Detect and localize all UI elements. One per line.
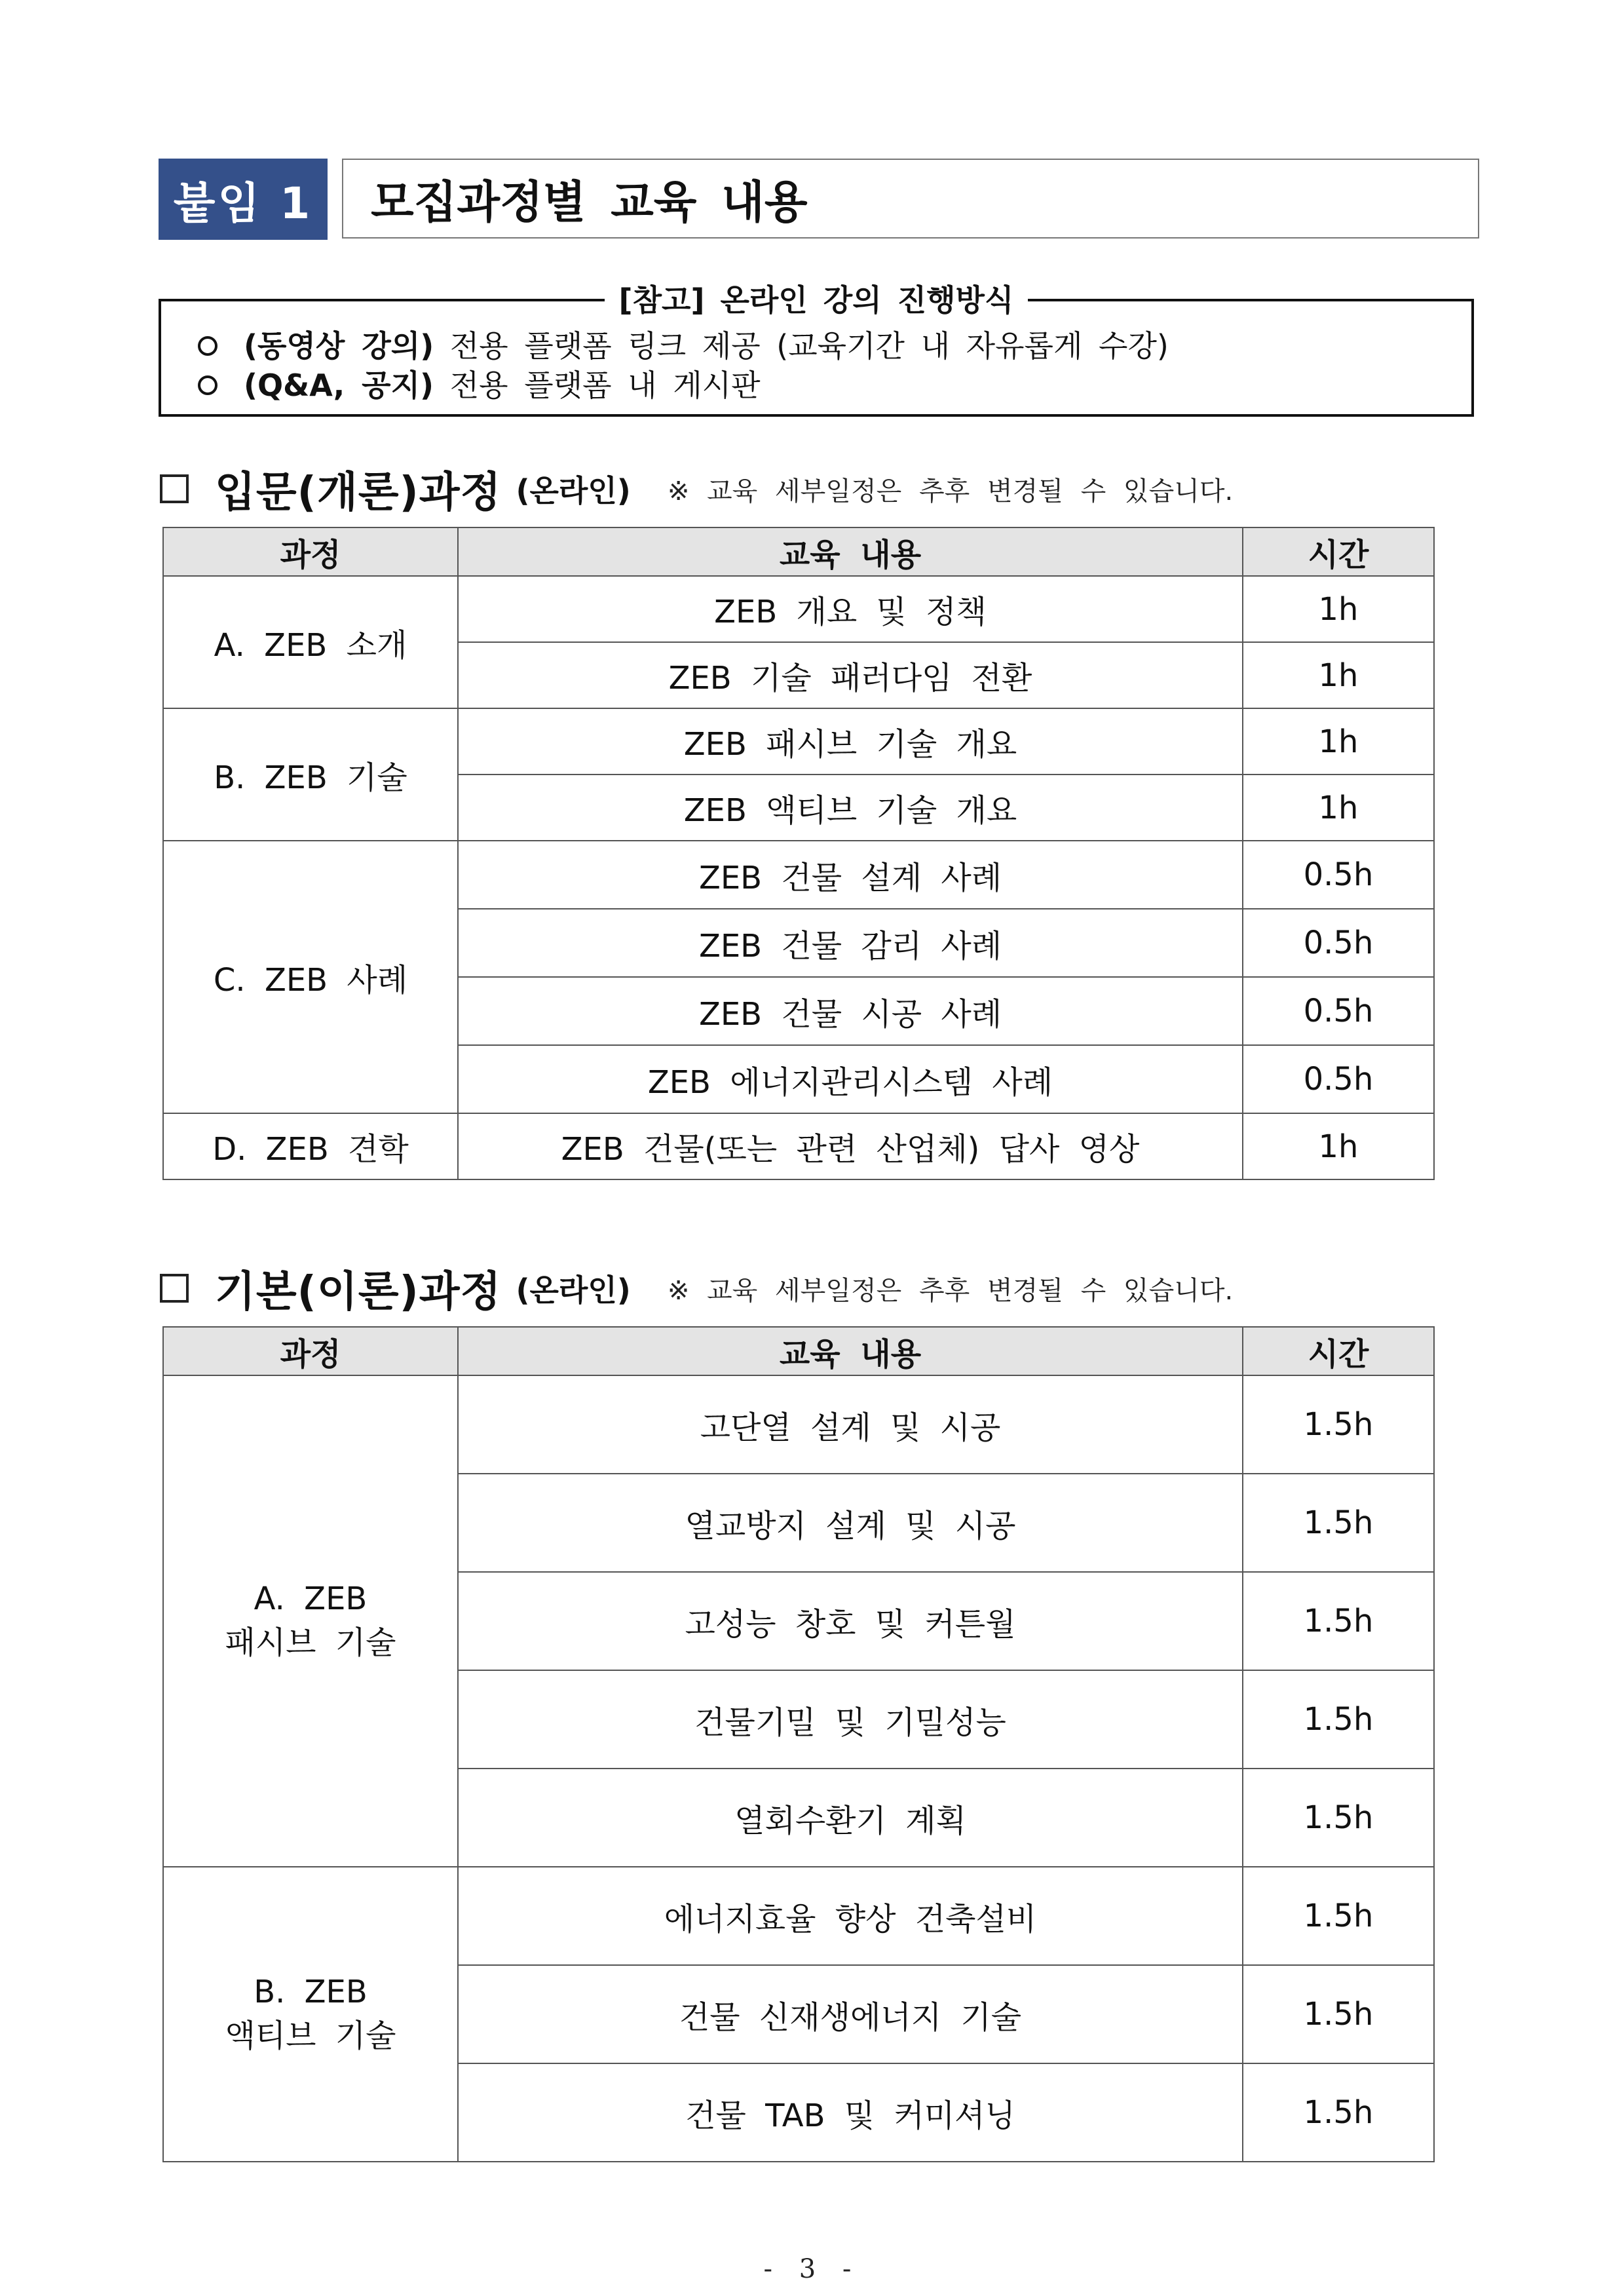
time-cell: 1h [1243,1113,1434,1179]
table-header-row [163,1327,1434,1375]
note-title: [참고] 온라인 강의 진행방식 [605,282,1029,318]
note-label: (동영상 강의) [244,328,434,364]
time-cell: 1.5h [1243,1769,1434,1867]
column-header: 시간 [1243,527,1434,576]
section-title: 기본(이론)과정 [215,1268,502,1316]
time-cell: 0.5h [1243,909,1434,977]
column-header: 과정 [163,527,458,576]
table-row [163,1113,1434,1179]
time-cell: 1.5h [1243,1965,1434,2063]
time-cell: 0.5h [1243,841,1434,909]
time-cell: 1.5h [1243,1572,1434,1670]
content-cell: ZEB 개요 및 정책 [458,576,1243,642]
content-cell: ZEB 패시브 기술 개요 [458,708,1243,775]
course-group-cell: C. ZEB 사례 [163,841,458,1113]
intro-course-table [162,527,1435,1180]
content-cell: ZEB 건물 설계 사례 [458,841,1243,909]
course-group-cell [163,1867,458,2162]
content-cell: 건물 TAB 및 커미셔닝 [458,2063,1243,2162]
table-row [163,1867,1434,1965]
column-header: 과정 [163,1327,458,1375]
time-cell: 0.5h [1243,977,1434,1045]
content-cell: ZEB 건물 감리 사례 [458,909,1243,977]
circle-bullet-icon [198,375,217,395]
note-text: 전용 플랫폼 내 게시판 [434,368,761,403]
column-header: 교육 내용 [458,1327,1243,1375]
time-cell: 1.5h [1243,1474,1434,1572]
time-cell: 1.5h [1243,1375,1434,1474]
time-cell: 1.5h [1243,1867,1434,1965]
table-row [163,841,1434,909]
time-cell: 0.5h [1243,1045,1434,1113]
course-group-cell: A. ZEB 소개 [163,576,458,708]
content-cell: 건물기밀 및 기밀성능 [458,1670,1243,1769]
content-cell: ZEB 건물(또는 관련 산업체) 답사 영상 [458,1113,1243,1179]
note-box [159,282,1474,417]
table-header-row [163,527,1434,576]
section-heading-intro [160,463,1233,515]
time-cell: 1h [1243,775,1434,841]
column-header: 교육 내용 [458,527,1243,576]
table-row [163,576,1434,642]
checkbox-square-icon [160,474,189,503]
checkbox-square-icon [160,1274,189,1303]
page-title: 모집과정별 교육 내용 [342,159,1479,239]
section-subtitle: (온라인) [516,473,631,508]
content-cell: ZEB 액티브 기술 개요 [458,775,1243,841]
content-cell: 열교방지 설계 및 시공 [458,1474,1243,1572]
content-cell: ZEB 기술 패러다임 전환 [458,642,1243,708]
attachment-tag: 붙임 1 [159,159,328,240]
time-cell: 1h [1243,642,1434,708]
time-cell: 1.5h [1243,2063,1434,2162]
group-name-line: 액티브 기술 [225,2017,396,2054]
content-cell: 건물 신재생에너지 기술 [458,1965,1243,2063]
table-row [163,708,1434,775]
content-cell: 고성능 창호 및 커튼월 [458,1572,1243,1670]
content-cell: ZEB 건물 시공 사례 [458,977,1243,1045]
time-cell: 1h [1243,708,1434,775]
section-heading-basic [160,1262,1233,1314]
page-number: - 3 - [763,2254,861,2284]
content-cell: ZEB 에너지관리시스템 사례 [458,1045,1243,1113]
column-header: 시간 [1243,1327,1434,1375]
section-notice: ※ 교육 세부일정은 추후 변경될 수 있습니다. [667,1275,1234,1306]
note-title-wrap [161,277,1471,320]
time-cell: 1.5h [1243,1670,1434,1769]
group-name-line: B. ZEB [254,1973,368,2010]
section-subtitle: (온라인) [516,1272,631,1308]
section-notice: ※ 교육 세부일정은 추후 변경될 수 있습니다. [667,476,1234,507]
note-line-qa [198,362,761,405]
note-label: (Q&A, 공지) [244,368,434,403]
course-group-cell [163,1375,458,1867]
note-text: 전용 플랫폼 링크 제공 (교육기간 내 자유롭게 수강) [434,328,1169,364]
section-title: 입문(개론)과정 [215,469,502,517]
note-line-video [198,322,1169,366]
table-row [163,1375,1434,1474]
time-cell: 1h [1243,576,1434,642]
content-cell: 에너지효율 향상 건축설비 [458,1867,1243,1965]
group-name-line: A. ZEB [254,1580,368,1617]
group-name-line: 패시브 기술 [225,1624,396,1661]
basic-course-table [162,1326,1435,2162]
course-group-cell: B. ZEB 기술 [163,708,458,841]
course-group-cell: D. ZEB 견학 [163,1113,458,1179]
content-cell: 고단열 설계 및 시공 [458,1375,1243,1474]
content-cell: 열회수환기 계획 [458,1769,1243,1867]
circle-bullet-icon [198,336,217,356]
